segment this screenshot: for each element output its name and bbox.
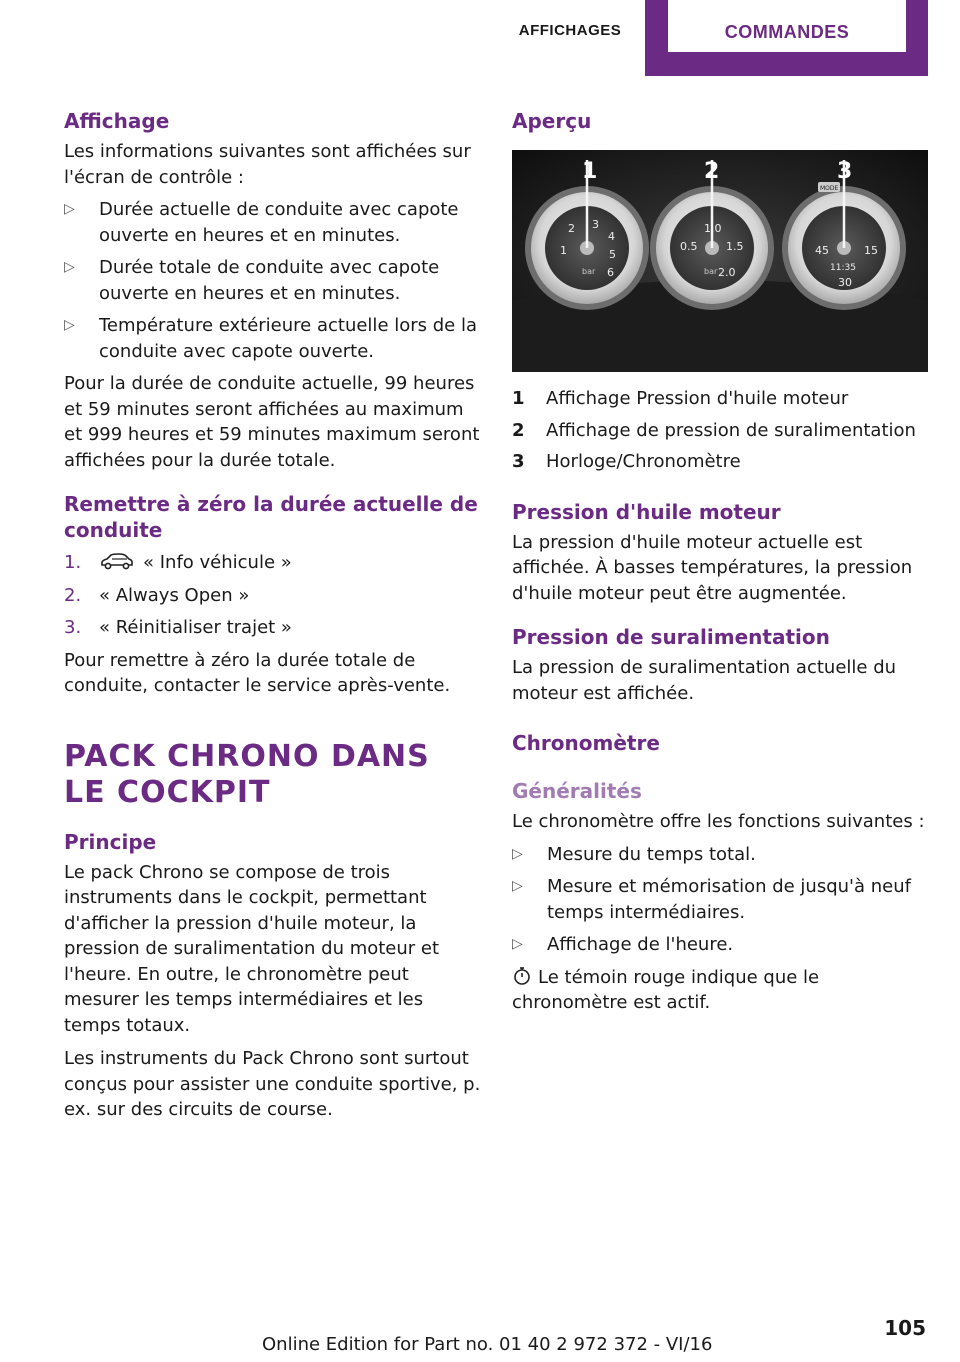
principe-title: Principe: [64, 829, 157, 854]
left-column: [64, 108, 482, 1123]
oil-tick-label: 4: [608, 230, 615, 243]
oil-unit-label: bar: [582, 267, 596, 276]
boost-unit-label: bar: [704, 267, 718, 276]
chrono-section-title: PACK CHRONO DANS LE COCKPIT: [64, 738, 430, 810]
apercu-title: Aperçu: [512, 109, 592, 133]
oil-pressure-title: Pression d'huile moteur: [512, 499, 781, 524]
boost-pressure-title: Pression de suralimentation: [512, 625, 830, 649]
affichage-list: [64, 197, 482, 364]
chronometre-title: Chronomètre: [512, 731, 660, 755]
reset-title: Remettre à zéro la durée actuelle de conduite: [64, 492, 478, 542]
list-item: ▷ Durée totale de conduite avec capote ouverte en heures et en minutes.: [64, 257, 440, 304]
step-number: 3.: [64, 617, 82, 638]
oil-pressure-text: La pression d'huile moteur actuelle est affichée. À basses températures, la pression d'huile moteur peut être augmentée.: [512, 531, 913, 604]
list-item: ▷ Mesure et mémorisation de jusqu'à neuf temps intermédiaires.: [512, 876, 911, 923]
triangle-bullet-icon: ▷: [64, 259, 75, 275]
page-footer: [0, 1314, 960, 1362]
boost-tick-label: 1.0: [704, 222, 722, 235]
callout-3: 3: [837, 159, 853, 184]
principe-paragraph-2: Les instruments du Pack Chrono sont surtout conçus pour assister une conduite sportive, p. ex. sur des circuits de course.: [64, 1048, 481, 1120]
principe-paragraph-1: Le pack Chrono se compose de trois instruments dans le cockpit, permettant d'afficher la pression d'huile moteur, la pression de suralimentation du moteur et l'heure. En outre, le chronomètre peut mesurer les temps intermédiaires et les temps totaux.: [64, 861, 440, 1036]
list-item: ▷ Mesure du temps total.: [512, 842, 930, 868]
clock-time-readout: 11:35: [830, 263, 856, 273]
car-icon: [99, 552, 135, 570]
list-item: ▷ Affichage de l'heure.: [512, 932, 930, 958]
oil-tick-label: 1: [560, 244, 567, 257]
oil-tick-label: 2: [568, 222, 575, 235]
oil-tick-label: 6: [607, 266, 614, 279]
triangle-bullet-icon: ▷: [512, 936, 523, 952]
step-number: 2.: [64, 584, 82, 606]
legend-row: 2 Affichage de pression de suralimentation: [512, 419, 916, 441]
callout-1: 1: [582, 159, 598, 184]
right-column: [512, 108, 930, 1016]
generalites-list: [512, 842, 930, 958]
list-item: ▷ Durée actuelle de conduite avec capote ouverte en heures et en minutes.: [64, 199, 459, 246]
reset-steps: [64, 550, 482, 641]
gauges-illustration: [512, 150, 928, 372]
boost-tick-label: 2.0: [718, 266, 736, 279]
list-item: 3. « Réinitialiser trajet »: [64, 615, 482, 641]
stopwatch-icon: [512, 966, 532, 986]
legend-row: 1 Affichage Pression d'huile moteur: [512, 388, 849, 409]
triangle-bullet-icon: ▷: [64, 317, 75, 333]
clock-tick-label: 30: [838, 276, 852, 289]
generalites-title: Généralités: [512, 779, 642, 803]
boost-tick-label: 1.5: [726, 240, 744, 253]
oil-tick-label: 5: [609, 248, 616, 261]
affichage-note: Pour la durée de conduite actuelle, 99 heures et 59 minutes seront affichées au maximum et 999 heures et 59 minutes maximum seront affichées pour la durée totale.: [64, 373, 480, 471]
legend-row: 3 Horloge/Chronomètre: [512, 451, 741, 472]
tab-affichages[interactable]: AFFICHAGES: [518, 22, 622, 39]
boost-pressure-text: La pression de suralimentation actuelle du moteur est affichée.: [512, 657, 897, 704]
affichage-intro: Les informations suivantes sont affichées sur l'écran de contrôle :: [64, 141, 471, 188]
triangle-bullet-icon: ▷: [512, 845, 523, 862]
tab-commandes[interactable]: COMMANDES: [668, 0, 906, 52]
clock-tick-label: 45: [815, 244, 829, 257]
callout-2: 2: [704, 159, 720, 184]
list-item: 2. « Always Open »: [64, 583, 482, 609]
header-tabs: [0, 0, 960, 78]
temoin-paragraph: Le témoin rouge indique que le chronomètre est actif.: [512, 966, 820, 1013]
generalites-intro: Le chronomètre offre les fonctions suivantes :: [512, 811, 925, 832]
figure-legend: [512, 386, 930, 475]
triangle-bullet-icon: ▷: [64, 201, 75, 217]
boost-tick-label: 0.5: [680, 240, 698, 253]
clock-tick-label: 15: [864, 244, 878, 257]
mode-button-label: MODE: [820, 185, 839, 192]
chrono-gauges-figure: [512, 150, 928, 372]
affichage-title: Affichage: [64, 109, 170, 133]
triangle-bullet-icon: ▷: [512, 878, 523, 894]
list-item: 1. « Info véhicule »: [64, 550, 482, 576]
page-number: 105: [884, 1316, 926, 1340]
edition-text: Online Edition for Part no. 01 40 2 972 372 - VI/16: [262, 1334, 713, 1355]
reset-note: Pour remettre à zéro la durée totale de conduite, contacter le service après-vente.: [64, 649, 451, 696]
step-number: 1.: [64, 552, 82, 573]
oil-tick-label: 3: [592, 218, 599, 231]
list-item: ▷ Température extérieure actuelle lors de la conduite avec capote ouverte.: [64, 315, 477, 362]
